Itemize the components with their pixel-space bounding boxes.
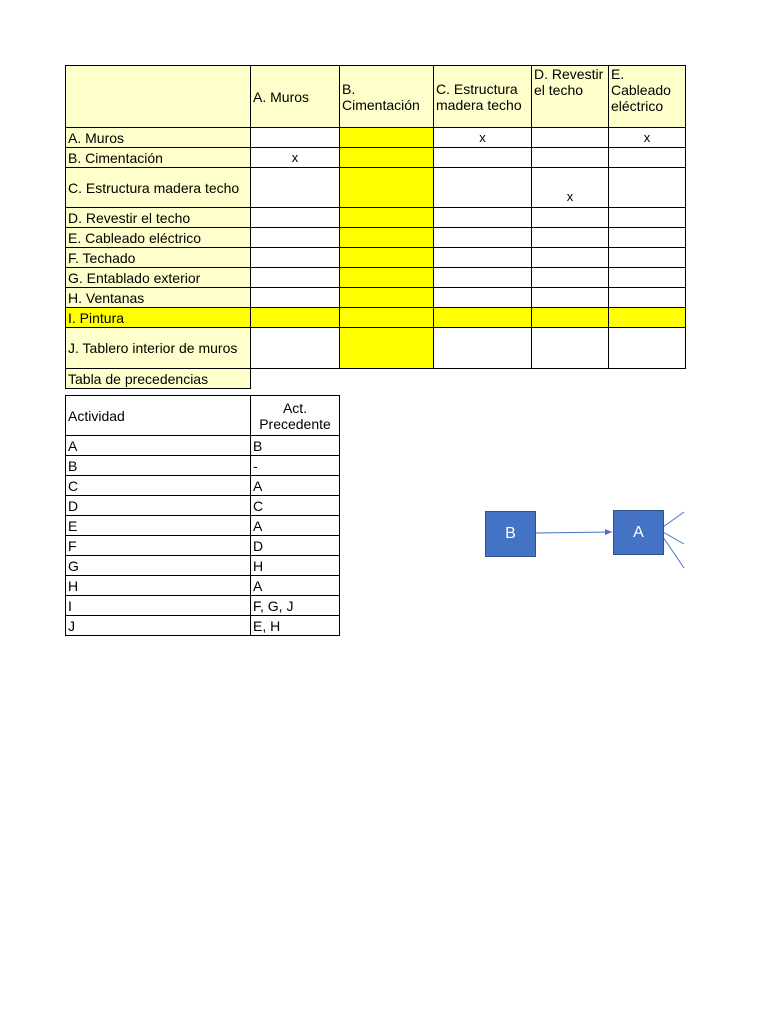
row-label: J. Tablero interior de muros: [66, 328, 251, 369]
empty-cell: [251, 369, 340, 389]
activity-cell: B: [66, 456, 251, 476]
matrix-cell: [434, 328, 532, 369]
col-header-d: D. Revestir el techo: [532, 66, 609, 128]
predecessor-cell: H: [251, 556, 340, 576]
row-label: F. Techado: [66, 248, 251, 268]
matrix-cell: [609, 248, 686, 268]
predecessor-cell: A: [251, 476, 340, 496]
matrix-cell: [434, 168, 532, 208]
matrix-cell: [340, 308, 434, 328]
table-row: [66, 536, 340, 556]
predecessor-cell: A: [251, 576, 340, 596]
matrix-row: [66, 268, 686, 288]
edge-a-out-3: [663, 537, 684, 568]
matrix-cell: [532, 248, 609, 268]
matrix-row: [66, 128, 686, 148]
precedence-header-predecessor: Act. Precedente: [251, 396, 340, 436]
activity-cell: F: [66, 536, 251, 556]
matrix-cell: x: [434, 128, 532, 148]
empty-cell: [434, 369, 532, 389]
predecessor-cell: F, G, J: [251, 596, 340, 616]
matrix-cell: [340, 288, 434, 308]
matrix-cell: [340, 228, 434, 248]
matrix-cell: [251, 168, 340, 208]
edge-a-out-2: [663, 532, 684, 544]
matrix-corner-cell: [66, 66, 251, 128]
matrix-cell: [251, 128, 340, 148]
row-label: E. Cableado eléctrico: [66, 228, 251, 248]
predecessor-cell: E, H: [251, 616, 340, 636]
matrix-cell: [340, 208, 434, 228]
matrix-cell: [609, 208, 686, 228]
matrix-cell: [251, 248, 340, 268]
table-row: [66, 436, 340, 456]
row-label: C. Estructura madera techo: [66, 168, 251, 208]
table-row: [66, 496, 340, 516]
precedence-table: [65, 395, 340, 636]
matrix-cell: [532, 268, 609, 288]
matrix-cell: [609, 308, 686, 328]
matrix-cell: [532, 308, 609, 328]
activity-cell: C: [66, 476, 251, 496]
edge-b-to-a: [535, 532, 612, 533]
matrix-cell: [609, 328, 686, 369]
row-label: D. Revestir el techo: [66, 208, 251, 228]
matrix-cell: [434, 308, 532, 328]
table-row: [66, 556, 340, 576]
node-b: B: [485, 511, 536, 557]
table-row: [66, 616, 340, 636]
row-label: H. Ventanas: [66, 288, 251, 308]
matrix-cell: [340, 128, 434, 148]
predecessor-cell: -: [251, 456, 340, 476]
matrix-row: [66, 148, 686, 168]
matrix-cell: [251, 208, 340, 228]
table-row: [66, 456, 340, 476]
matrix-row: [66, 288, 686, 308]
predecessor-cell: B: [251, 436, 340, 456]
matrix-cell: [251, 328, 340, 369]
matrix-row-highlighted: [66, 308, 686, 328]
matrix-cell: [532, 208, 609, 228]
activity-cell: D: [66, 496, 251, 516]
matrix-row: [66, 228, 686, 248]
precedence-header-activity: Actividad: [66, 396, 251, 436]
predecessor-cell: C: [251, 496, 340, 516]
matrix-row: [66, 248, 686, 268]
col-header-a: A. Muros: [251, 66, 340, 128]
table-caption: Tabla de precedencias: [66, 369, 251, 389]
empty-cell: [609, 369, 686, 389]
matrix-cell: x: [609, 128, 686, 148]
matrix-cell: [434, 268, 532, 288]
matrix-cell: [609, 168, 686, 208]
matrix-cell: [340, 168, 434, 208]
matrix-cell: [532, 228, 609, 248]
empty-cell: [340, 369, 434, 389]
matrix-row: [66, 328, 686, 369]
matrix-cell: [609, 268, 686, 288]
matrix-cell: [434, 248, 532, 268]
matrix-cell: [251, 308, 340, 328]
activity-cell: E: [66, 516, 251, 536]
matrix-cell: [609, 228, 686, 248]
empty-cell: [532, 369, 609, 389]
table-row: [66, 596, 340, 616]
matrix-row: [66, 168, 686, 208]
table-row: [66, 516, 340, 536]
activity-cell: G: [66, 556, 251, 576]
edge-a-out-1: [663, 512, 684, 527]
matrix-cell: [434, 228, 532, 248]
col-header-c: C. Estructura madera techo: [434, 66, 532, 128]
dependency-matrix: [65, 65, 686, 389]
activity-cell: I: [66, 596, 251, 616]
matrix-cell: [251, 228, 340, 248]
table-row: [66, 476, 340, 496]
matrix-cell: [532, 328, 609, 369]
matrix-header-row: [66, 66, 686, 128]
predecessor-cell: A: [251, 516, 340, 536]
matrix-cell: [340, 248, 434, 268]
row-label: A. Muros: [66, 128, 251, 148]
matrix-cell: [434, 208, 532, 228]
row-label: B. Cimentación: [66, 148, 251, 168]
precedence-header-row: [66, 396, 340, 436]
matrix-cell: [609, 148, 686, 168]
activity-cell: J: [66, 616, 251, 636]
matrix-cell: [251, 288, 340, 308]
row-label: G. Entablado exterior: [66, 268, 251, 288]
node-a: A: [613, 510, 664, 555]
matrix-cell: [532, 288, 609, 308]
matrix-row: [66, 208, 686, 228]
matrix-caption-row: [66, 369, 686, 389]
matrix-cell: [340, 268, 434, 288]
activity-cell: A: [66, 436, 251, 456]
col-header-e: E. Cableado eléctrico: [609, 66, 686, 128]
matrix-cell: [532, 128, 609, 148]
matrix-cell: x: [251, 148, 340, 168]
activity-cell: H: [66, 576, 251, 596]
matrix-cell: [609, 288, 686, 308]
matrix-cell: [251, 268, 340, 288]
matrix-cell: [434, 148, 532, 168]
col-header-b: B. Cimentación: [340, 66, 434, 128]
matrix-cell: x: [532, 168, 609, 208]
matrix-cell: [532, 148, 609, 168]
matrix-cell: [340, 148, 434, 168]
row-label: I. Pintura: [66, 308, 251, 328]
matrix-cell: [340, 328, 434, 369]
matrix-cell: [434, 288, 532, 308]
table-row: [66, 576, 340, 596]
predecessor-cell: D: [251, 536, 340, 556]
